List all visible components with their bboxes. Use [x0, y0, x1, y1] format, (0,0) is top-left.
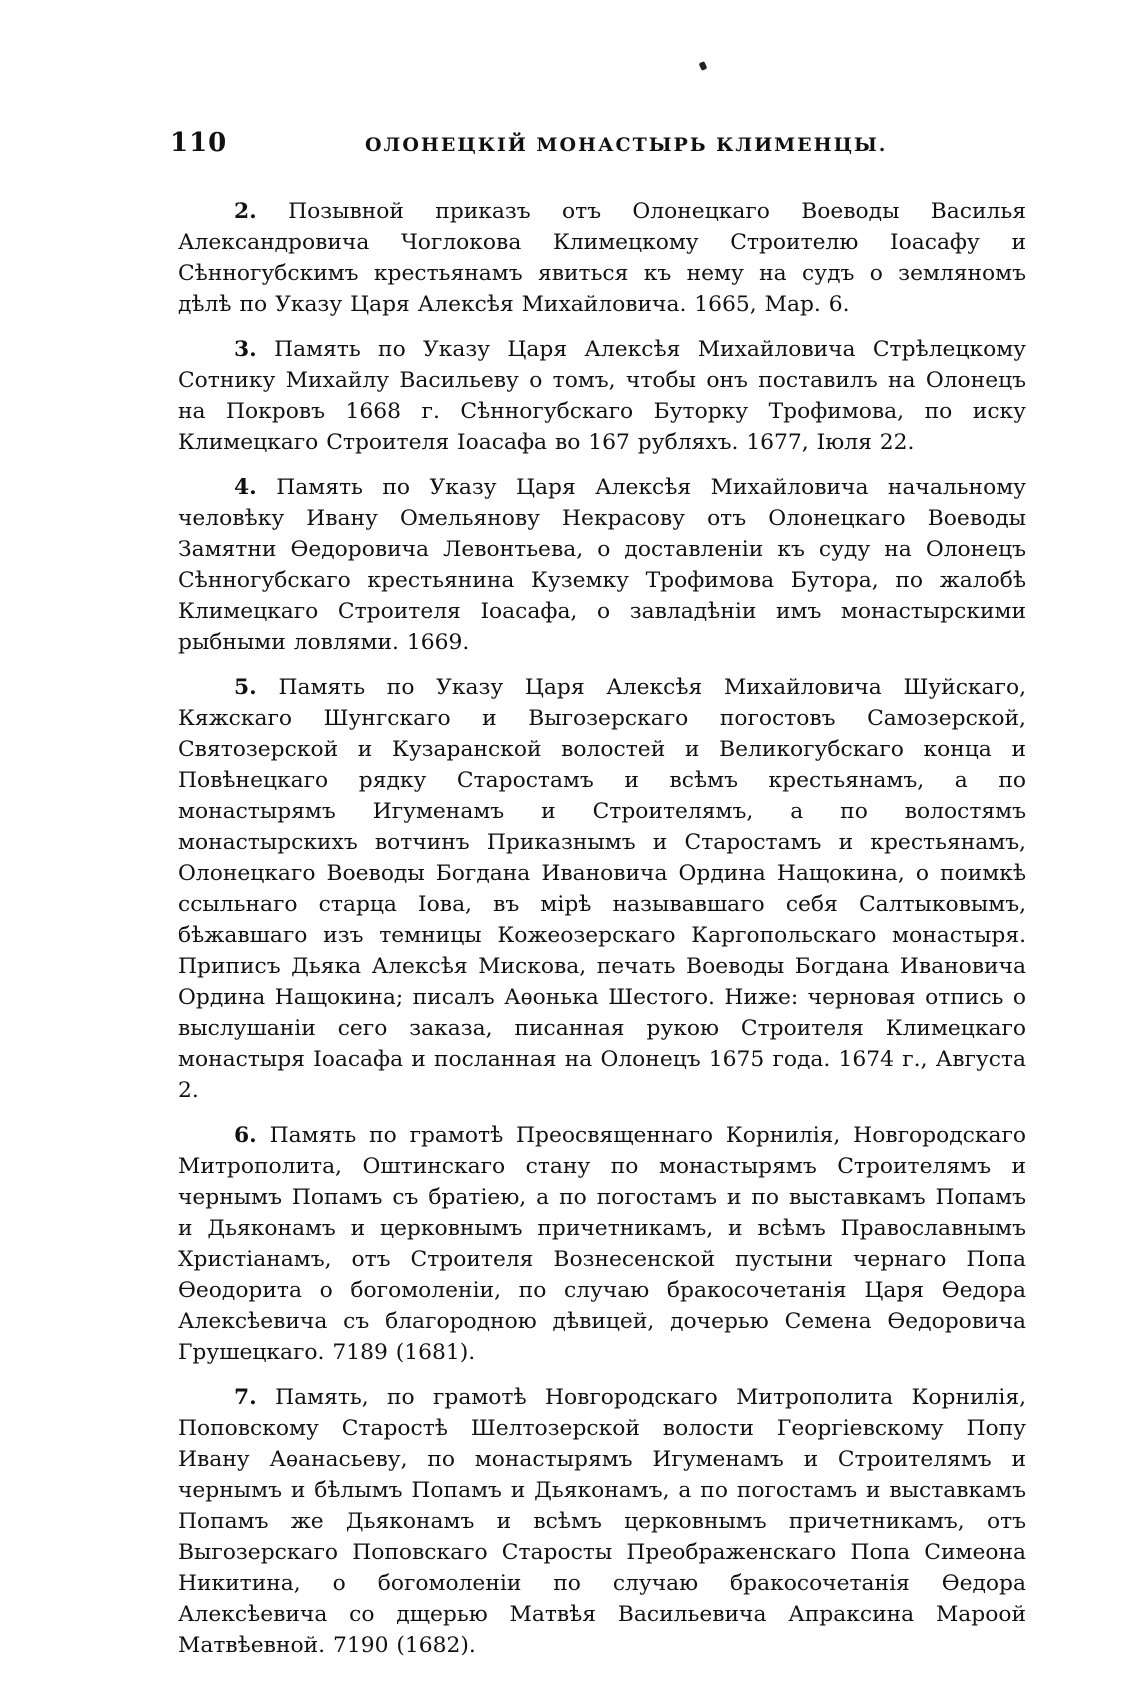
- entry-2: [178, 196, 1026, 320]
- entry-4: [178, 472, 1026, 658]
- entry-number: 7.: [234, 1385, 257, 1410]
- entry-text: Память по Указу Царя Алексѣя Михайловича Шуйскаго, Кяжскаго Шунгскаго и Выгозерскаго погостовъ Самозерской, Святозерской и Кузаранской волостей и Великогубскаго конца и Повѣнецкаго рядку Старостамъ и всѣмъ крестьянамъ, а по монастырямъ Игуменамъ и Строителямъ, а по волостямъ монастырскихъ вотчинъ Приказнымъ и Старостамъ и крестьянамъ, Олонецкаго Воеводы Богдана Ивановича Ордина Нащокина, о поимкѣ ссыльнаго старца Іова, въ мірѣ называвшаго себя Салтыковымъ, бѣжавшаго изъ темницы Кожеозерскаго Каргопольскаго монастыря. Приписъ Дьяка Алексѣя Мискова, печать Воеводы Богдана Ивановича Ордина Нащокина; писалъ Аѳонька Шестого. Ниже: черновая отпись о выслушаніи сего заказа, писанная рукою Строителя Климецкаго монастыря Іоасафа и посланная на Олонецъ 1675 года. 1674 г., Августа 2.: [178, 675, 1027, 1103]
- entry-text: Память по Указу Царя Алексѣя Михайловича Стрѣлецкому Сотнику Михайлу Васильеву о томъ, чтобы онъ поставилъ на Олонецъ на Покровъ 1668 г. Сѣнногубскаго Буторку Трофимова, по иску Климецкаго Строителя Іоасафа во 167 рубляхъ. 1677, Іюля 22.: [178, 337, 1026, 455]
- entry-number: 4.: [234, 475, 257, 500]
- entry-number: 2.: [234, 199, 257, 224]
- page-number: 110: [170, 128, 228, 158]
- entry-text: Память, по грамотѣ Новгородскаго Митрополита Корнилія, Поповскому Старостѣ Шелтозерской волости Георгіевскому Попу Ивану Аѳанасьеву, по монастырямъ Игуменамъ и Строителямъ и чернымъ и бѣлымъ Попамъ и Дьяконамъ, а по погостамъ и выставкамъ Попамъ же Дьяконамъ и всѣмъ церковнымъ причетникамъ, отъ Выгозерскаго Поповскаго Старосты Преображенскаго Попа Симеона Никитина, о богомоленіи по случаю бракосочетанія Ѳедора Алексѣевича со дщерью Матвѣя Васильевича Апраксина Мароой Матвѣевной. 7190 (1682).: [178, 1385, 1026, 1658]
- entry-text: Память по грамотѣ Преосвященнаго Корнилія, Новгородскаго Митрополита, Оштинскаго стану по монастырямъ Строителямъ и чернымъ Попамъ съ братіею, а по погостамъ и по выставкамъ Попамъ и Дьяконамъ и церковнымъ причетникамъ, и всѣмъ Православнымъ Христіанамъ, отъ Строителя Вознесенской пустыни чернаго Попа Ѳеодорита о богомоленіи, по случаю бракосочетанія Царя Ѳедора Алексѣевича съ благородною дѣвицей, дочерью Семена Ѳедоровича Грушецкаго. 7189 (1681).: [178, 1123, 1026, 1365]
- entry-3: [178, 334, 1026, 458]
- entry-text: Память по Указу Царя Алексѣя Михайловича начальному человѣку Ивану Омельянову Некрасову отъ Олонецкаго Воеводы Замятни Ѳедоровича Левонтьева, о доставленіи къ суду на Олонецъ Сѣнногубскаго крестьянина Куземку Трофимова Бутора, по жалобѣ Климецкаго Строителя Іоасафа, о завладѣніи имъ монастырскими рыбными ловлями. 1669.: [178, 475, 1026, 655]
- entry-5: [178, 672, 1026, 1106]
- running-head: [170, 128, 950, 168]
- body-text: [178, 196, 1026, 1675]
- entry-number: 6.: [234, 1123, 257, 1148]
- entry-number: 5.: [234, 675, 257, 700]
- entry-text: Позывной приказъ отъ Олонецкаго Воеводы Василья Александровича Чоглокова Климецкому Строителю Іоасафу и Сѣнногубскимъ крестьянамъ явиться къ нему на судъ о земляномъ дѣлѣ по Указу Царя Алексѣя Михайловича. 1665, Мар. 6.: [178, 199, 1026, 317]
- running-title: ОЛОНЕЦКІЙ МОНАСТЫРЬ КЛИМЕНЦЫ.: [365, 134, 888, 156]
- entry-number: 3.: [234, 337, 257, 362]
- ink-mark: [699, 61, 708, 71]
- entry-6: [178, 1120, 1026, 1368]
- entry-7: [178, 1382, 1026, 1661]
